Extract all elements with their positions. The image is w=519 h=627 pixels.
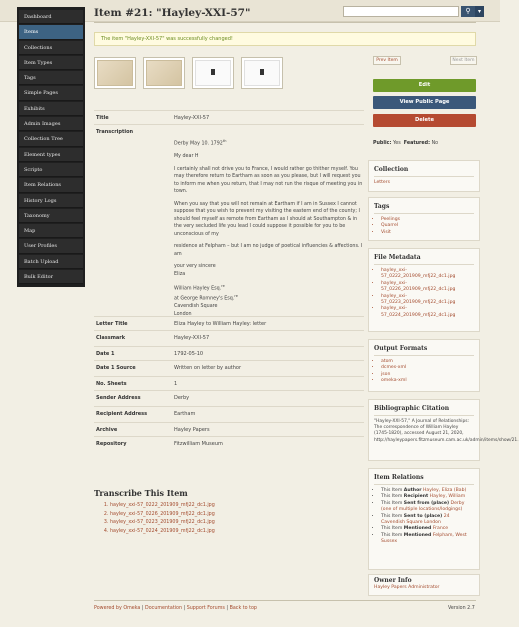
footer-links — [94, 606, 257, 611]
chevron-down-icon[interactable]: ▾ — [475, 6, 484, 17]
version-label: Version 2.7 — [448, 606, 475, 611]
file-metadata-link[interactable]: • hayley_xxi-57_0226_201909_mfj22_dc1.jpg — [381, 281, 474, 294]
field-value: Hayley Papers — [174, 427, 210, 433]
sidebar-item-scripto[interactable]: Scripto — [19, 163, 83, 177]
sidebar-item-tags[interactable]: Tags — [19, 71, 83, 85]
file-metadata-list — [374, 268, 474, 319]
sidebar-item-item-relations[interactable]: Item Relations — [19, 178, 83, 192]
owner-info-panel — [368, 574, 480, 596]
relation-subject: This Item — [381, 513, 403, 519]
field-row-date-1 — [94, 346, 364, 360]
panel-title: Output Formats — [374, 345, 428, 352]
relation-object-link[interactable]: Felpham, West Sussex — [381, 532, 467, 545]
next-item-button[interactable]: Next Item — [450, 56, 477, 65]
field-label: Date 1 Source — [96, 365, 136, 371]
field-row-archive — [94, 422, 364, 436]
item-relations-list — [374, 488, 474, 546]
relation-subject: This Item — [381, 500, 403, 506]
panel-title: Tags — [374, 203, 390, 210]
relation-type: Author — [403, 488, 422, 493]
tags-panel — [368, 197, 480, 241]
field-label: Recipient Address — [96, 411, 148, 417]
field-label: Transcription — [96, 129, 134, 135]
panel-title: Collection — [374, 166, 409, 173]
field-label: Classmark — [96, 335, 126, 341]
field-value: Derby — [174, 395, 190, 401]
transcription-text: Derby May 10. 1792th My dear H I certainly shall not drive you to France, I would rather go thither myself. You may therefore return to Eartham as soon as you please, but I will request you to inform me when you return, that I may not run the risque of meeting you in town. When you say that you will not remain at Eartham if I am in Sussex I cannot suppose that you wish to prevent my visiting the eastern end of the county; I should feel myself as remote from Eartham as I should at Southampton & in the very secluded life you lead I could suppose it possible for you to be unconscious of my residence at Felpham – but I am no judge of poetical influencies & affections. I am your very sincere Eliza William Hayley Esq.$^{re}$ at George Romney's Esq.$^{re}$ Cavendish Square London — [174, 139, 363, 317]
relation-subject: This Item — [381, 526, 403, 532]
field-value: Hayley-XXI-57 — [174, 335, 210, 341]
footer-link[interactable]: Powered by Omeka — [94, 606, 141, 611]
tags-list — [374, 217, 474, 236]
edit-button[interactable]: Edit — [373, 79, 476, 92]
citation-panel — [368, 399, 519, 461]
tag-link[interactable]: • Visit — [381, 230, 474, 236]
public-featured-status: Public: Yes Featured: No — [373, 141, 439, 146]
field-value: Fitzwilliam Museum — [174, 441, 223, 447]
collection-panel — [368, 160, 480, 192]
sidebar-item-history-logs[interactable]: History Logs — [19, 194, 83, 208]
title-divider — [94, 22, 476, 23]
footer-link[interactable]: Support Forums — [186, 606, 225, 611]
collection-link[interactable]: Letters — [374, 180, 391, 185]
transcribe-file-list — [110, 502, 215, 536]
field-label: Date 1 — [96, 351, 115, 357]
field-value: Written on letter by author — [174, 365, 242, 371]
field-row-letter-title — [94, 316, 364, 330]
sidebar-item-item-types[interactable]: Item Types — [19, 56, 83, 70]
footer-separator: | — [224, 606, 230, 611]
sidebar-item-bulk-editor[interactable]: Bulk Editor — [19, 270, 83, 284]
file-metadata-link[interactable]: • hayley_xxi-57_0223_201909_mfj22_dc1.jpg — [381, 294, 474, 307]
relation-object-link[interactable]: Derby (one of multiple locations/lodgings) — [381, 500, 465, 513]
field-row-sender-address — [94, 390, 364, 406]
relation-type: Sent from (place) — [403, 500, 450, 506]
relation-type: Mentioned — [403, 532, 432, 538]
search-input[interactable] — [343, 6, 459, 17]
sidebar-item-exhibits[interactable]: Exhibits — [19, 102, 83, 116]
relation-object-link[interactable]: Hayley, William — [429, 494, 466, 500]
file-metadata-panel — [368, 248, 480, 332]
file-thumbnail[interactable] — [94, 57, 136, 89]
relation-subject: This Item — [381, 488, 403, 493]
field-row-classmark — [94, 330, 364, 346]
prev-item-button[interactable]: Prev Item — [373, 56, 401, 65]
field-value: Eliza Hayley to William Hayley: letter — [174, 321, 267, 327]
sidebar-item-map[interactable]: Map — [19, 224, 83, 238]
relation-item — [381, 514, 474, 527]
tag-link[interactable]: • Quarrel — [381, 223, 474, 229]
transcribe-file-link[interactable]: 1. hayley_xxi-57_0222_201909_mfj22_dc1.jpg — [110, 502, 215, 511]
field-label: Title — [96, 115, 109, 121]
owner-link[interactable]: Hayley Papers Administrator — [374, 585, 440, 590]
relation-type: Recipient — [403, 494, 429, 500]
field-label: Letter Title — [96, 321, 128, 327]
file-thumbnail[interactable] — [143, 57, 185, 89]
file-metadata-link[interactable]: • hayley_xxi-57_0224_201909_mfj22_dc1.jpg — [381, 306, 474, 319]
sidebar-item-taxonomy[interactable]: Taxonomy — [19, 209, 83, 223]
relation-object-link[interactable]: Hayley, Eliza (Bab) — [422, 488, 467, 493]
relation-item — [381, 533, 474, 546]
relation-object-link[interactable]: France — [432, 526, 449, 532]
output-format-link[interactable]: • json — [381, 372, 474, 378]
field-label: Archive — [96, 427, 118, 433]
transcribe-file-link[interactable]: 2. hayley_xxi-57_0226_201909_mfj22_dc1.jpg — [110, 511, 215, 520]
field-label: Sender Address — [96, 395, 141, 401]
field-row-no-sheets — [94, 376, 364, 390]
relation-subject: This Item — [381, 494, 403, 500]
field-value: 1792-05-10 — [174, 351, 204, 357]
sidebar-item-admin-images[interactable]: Admin Images — [19, 117, 83, 131]
sidebar-item-collections[interactable]: Collections — [19, 41, 83, 55]
field-value: 1 — [174, 381, 178, 387]
panel-title: Item Relations — [374, 474, 424, 481]
relation-object-link[interactable]: 24 Cavendish Square London — [381, 513, 450, 526]
panel-title: File Metadata — [374, 254, 421, 261]
output-format-link[interactable]: • atom — [381, 359, 474, 365]
footer-separator: | — [182, 606, 187, 611]
footer-separator: | — [140, 606, 146, 611]
field-label: No. Sheets — [96, 381, 127, 387]
field-row-recipient-address — [94, 406, 364, 422]
panel-title: Owner Info — [374, 577, 412, 584]
footer-divider — [94, 600, 476, 601]
output-formats-panel — [368, 339, 480, 392]
relation-type: Mentioned — [403, 526, 432, 532]
sidebar-item-batch-upload[interactable]: Batch Upload — [19, 255, 83, 269]
footer-link[interactable]: Back to top — [229, 606, 257, 611]
sidebar-item-dashboard[interactable]: Dashboard — [19, 10, 83, 24]
page-title: Item #21: "Hayley-XXI-57" — [94, 7, 251, 19]
output-formats-list — [374, 359, 474, 385]
transcribe-heading: Transcribe This Item — [94, 488, 188, 498]
file-thumbnail[interactable] — [241, 57, 283, 89]
sidebar-item-collection-tree[interactable]: Collection Tree — [19, 132, 83, 146]
field-value: Eartham — [174, 411, 196, 417]
file-metadata-link[interactable]: • hayley_xxi-57_0222_201909_mfj22_dc1.jpg — [381, 268, 474, 281]
transcribe-file-link[interactable]: 3. hayley_xxi-57_0223_201909_mfj22_dc1.jpg — [110, 519, 215, 528]
success-message: The item "Hayley-XXI-57" was successfully changed! — [94, 32, 476, 46]
relation-item — [381, 501, 474, 514]
delete-button[interactable]: Delete — [373, 114, 476, 127]
sidebar-item-simple-pages[interactable]: Simple Pages — [19, 86, 83, 100]
field-row-title — [94, 110, 364, 124]
footer-link[interactable]: Documentation — [145, 606, 183, 611]
search-icon[interactable]: ⚲ — [461, 6, 475, 17]
field-label: Repository — [96, 441, 127, 447]
field-value: Hayley-XXI-57 — [174, 115, 210, 121]
output-format-link[interactable]: • dcmes-xml — [381, 365, 474, 371]
sidebar-nav — [17, 7, 85, 287]
citation-text: "Hayley-XXI-57," A Journal of Relationships: The correspondence of William Hayley (1745-1820), accessed August 21, 2020, http://hayleypapers.fitzmuseum.cam.ac.uk/admin/items/show/21. — [374, 419, 519, 443]
relation-subject: This Item — [381, 532, 403, 538]
field-row-date-1-source — [94, 360, 364, 376]
output-format-link[interactable]: • omeka-xml — [381, 378, 474, 384]
relation-type: Sent to (place) — [403, 513, 443, 519]
file-thumbnail[interactable] — [192, 57, 234, 89]
sidebar-item-items[interactable]: Items — [19, 25, 83, 39]
item-relations-panel — [368, 468, 480, 570]
sidebar-item-element-types[interactable]: Element types — [19, 148, 83, 162]
tag-link[interactable]: • Peelings — [381, 217, 474, 223]
field-row-repository — [94, 436, 364, 456]
view-public-page-button[interactable]: View Public Page — [373, 96, 476, 109]
panel-title: Bibliographic Citation — [374, 405, 450, 412]
sidebar-item-user-profiles[interactable]: User Profiles — [19, 239, 83, 253]
transcribe-file-link[interactable]: 4. hayley_xxi-57_0224_201909_mfj22_dc1.jpg — [110, 528, 215, 537]
